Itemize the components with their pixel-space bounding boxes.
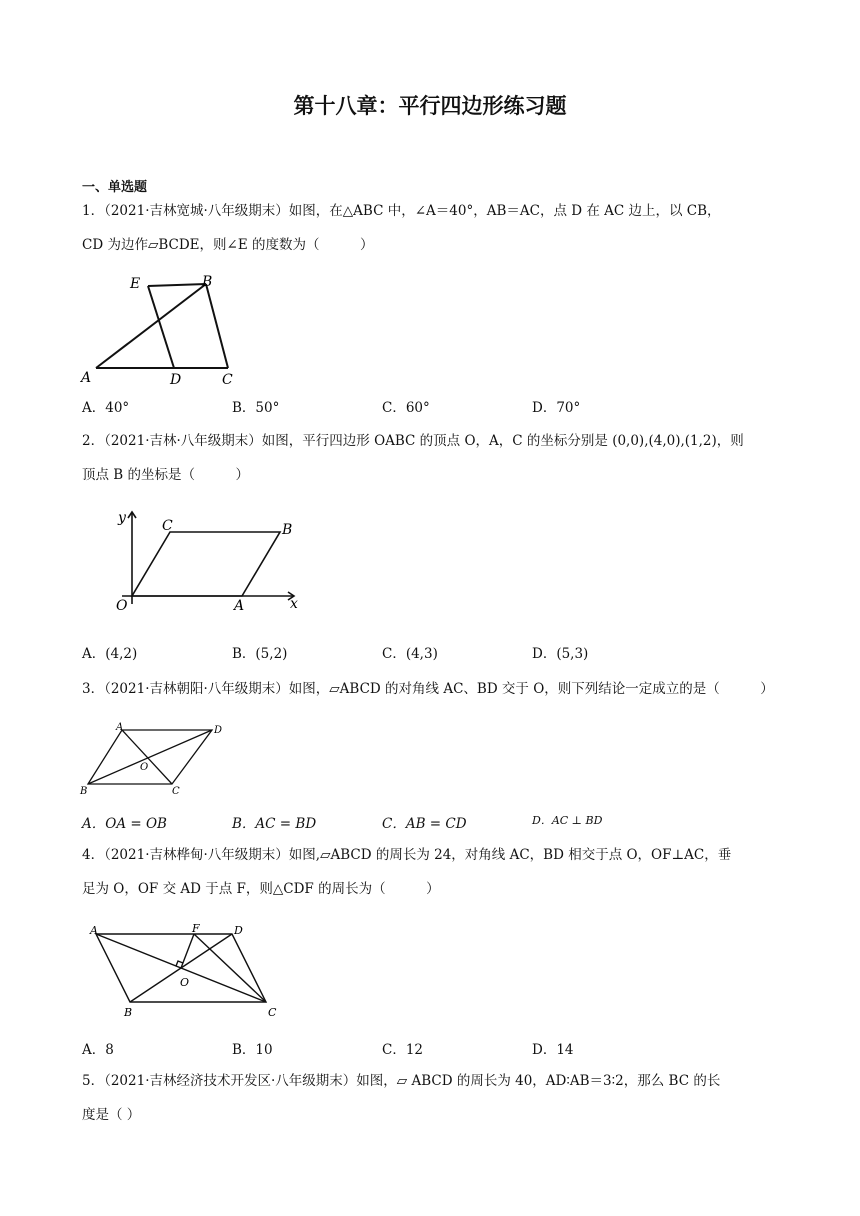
- question-2-line-1: 2．（2021·吉林·八年级期末）如图，平行四边形 OABC 的顶点 O，A，C 的坐标分别是 (0,0),(4,0),(1,2)，则: [82, 433, 744, 449]
- label-d: D: [170, 372, 182, 388]
- label-x: x: [290, 596, 298, 612]
- option-c[interactable]: C．AB = CD: [382, 816, 467, 832]
- label-e: E: [130, 276, 141, 292]
- question-1-line-1: 1．（2021·吉林宽城·八年级期末）如图，在△ABC 中，∠A＝40°，AB＝AC，点 D 在 AC 边上，以 CB，: [82, 203, 721, 219]
- question-4-stem: [82, 838, 782, 906]
- question-5-line-2: 度是（ ）: [82, 1107, 141, 1123]
- label-a: A: [81, 370, 92, 386]
- question-4-line-1: 4．（2021·吉林桦甸·八年级期末）如图,▱ABCD 的周长为 24，对角线 AC，BD 相交于点 O，OF⊥AC，垂: [82, 847, 732, 863]
- question-4-options: [82, 1038, 782, 1060]
- label-b: B: [124, 1006, 133, 1019]
- question-2-options: [82, 642, 782, 664]
- segment-bc: [206, 284, 228, 368]
- question-3-stem: [82, 672, 782, 706]
- option-b[interactable]: B．(5,2): [232, 646, 288, 662]
- label-c: C: [172, 786, 180, 797]
- parallelogram-oabc: [132, 532, 280, 596]
- option-d[interactable]: D．(5,3): [532, 646, 589, 662]
- option-b[interactable]: B．50°: [232, 400, 280, 416]
- option-c[interactable]: C．60°: [382, 400, 430, 416]
- question-1-options: [82, 396, 782, 418]
- question-2-stem: [82, 424, 782, 492]
- question-3-options: [82, 812, 782, 834]
- label-d: D: [234, 924, 243, 937]
- label-c: C: [268, 1006, 277, 1019]
- question-2-figure: [108, 508, 308, 620]
- label-c: C: [222, 372, 233, 388]
- question-3-line-1: 3．（2021·吉林朝阳·八年级期末）如图，▱ABCD 的对角线 AC、BD 交于 O，则下列结论一定成立的是（ ）: [82, 681, 774, 697]
- option-b[interactable]: B．10: [232, 1042, 273, 1058]
- label-f: F: [192, 922, 200, 935]
- question-5-line-1: 5．（2021·吉林经济技术开发区·八年级期末）如图，▱ ABCD 的周长为 40，AD∶AB＝3∶2，那么 BC 的长: [82, 1073, 721, 1089]
- label-y: y: [118, 510, 126, 526]
- label-a: A: [90, 924, 98, 937]
- label-o: O: [116, 598, 128, 614]
- label-b: B: [282, 522, 293, 538]
- label-a: A: [116, 722, 124, 733]
- option-a[interactable]: A．OA = OB: [82, 816, 167, 832]
- option-a[interactable]: A．(4,2): [82, 646, 138, 662]
- option-d[interactable]: D．AC ⊥ BD: [532, 814, 603, 827]
- label-d: D: [214, 725, 223, 736]
- question-3-figure: [78, 718, 228, 802]
- label-o: O: [180, 976, 190, 989]
- segment-eb: [148, 284, 206, 286]
- option-d[interactable]: D．70°: [532, 400, 581, 416]
- question-1-stem: [82, 194, 782, 262]
- question-4-figure: [84, 920, 294, 1024]
- option-b[interactable]: B．AC = BD: [232, 816, 317, 832]
- option-c[interactable]: C．(4,3): [382, 646, 438, 662]
- question-5-stem: [82, 1064, 782, 1132]
- question-1-figure: [78, 272, 258, 388]
- label-b: B: [80, 786, 88, 797]
- section-heading: 一、单选题: [82, 180, 148, 195]
- option-c[interactable]: C．12: [382, 1042, 424, 1058]
- option-a[interactable]: A．8: [82, 1042, 114, 1058]
- question-1-line-2: CD 为边作▱BCDE，则∠E 的度数为（ ）: [82, 237, 374, 253]
- diagonal-bd: [88, 730, 212, 784]
- option-d[interactable]: D．14: [532, 1042, 574, 1058]
- question-2-line-2: 顶点 B 的坐标是（ ）: [82, 467, 250, 483]
- label-o: O: [140, 762, 149, 773]
- option-a[interactable]: A．40°: [82, 400, 130, 416]
- segment-fc: [194, 934, 266, 1002]
- label-b: B: [202, 274, 213, 290]
- page-title: 第十八章：平行四边形练习题: [293, 94, 567, 118]
- question-4-line-2: 足为 O，OF 交 AD 于点 F，则△CDF 的周长为（ ）: [82, 881, 440, 897]
- segment-ed: [148, 286, 174, 368]
- diagonal-ac: [122, 730, 172, 784]
- label-c: C: [162, 518, 173, 534]
- label-a: A: [234, 598, 245, 614]
